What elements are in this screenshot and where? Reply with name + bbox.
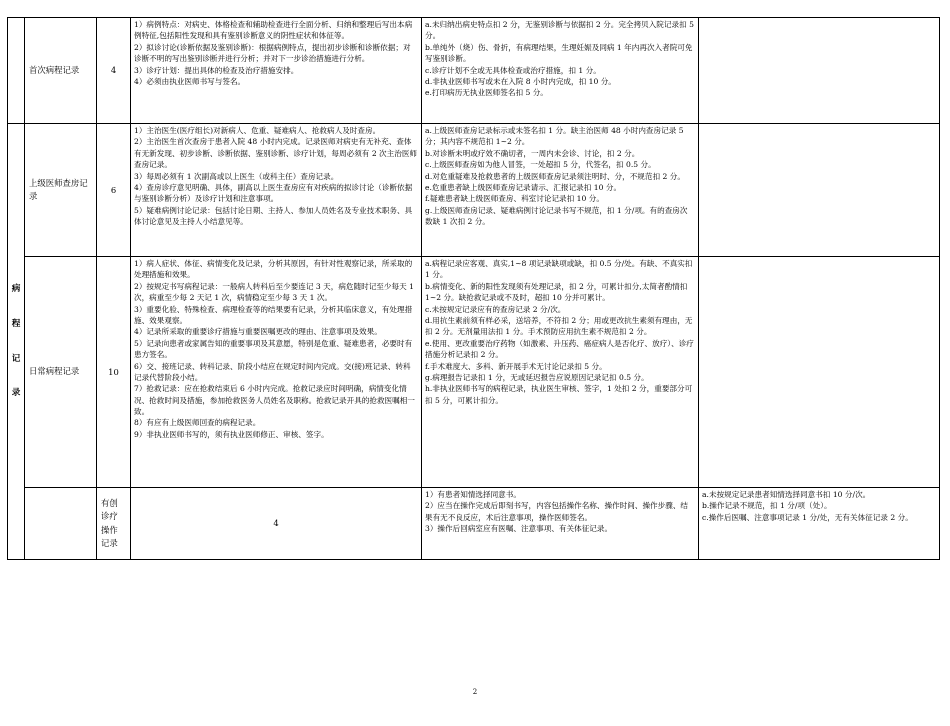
requirement-line: 1）主治医生(医疗组长)对新病人、危重、疑难病人、抢救病人及时查房。 xyxy=(134,126,381,135)
table-row xyxy=(8,488,940,560)
deduction-line: g.上级医师查房记录、疑难病例讨论记录书写不规范，扣 1 分/项。有的查房次数缺 1 次扣 2 分。 xyxy=(425,205,688,227)
requirement-line: 4）记录所采取的重要诊疗措施与重要医嘱更改的理由、注意事项及效果。 xyxy=(134,327,382,337)
requirement-line: 2）按规定书写病程记录：一般病人转科后至少要连记 3 天，病危随时记至少每天 1 次，病重至少每 2 天记 1 次，病情稳定至少每 3 天 1 次。 xyxy=(134,281,414,303)
deduction-line: e.打印病历无执业医师签名扣 5 分。 xyxy=(425,88,548,98)
page-number: 2 xyxy=(472,688,478,696)
category-char: 病 xyxy=(11,283,21,294)
requirement-line: 3）每周必须有 1 次副高或以上医生（或科主任）查房记录。 xyxy=(134,171,339,181)
category-char: 程 xyxy=(11,318,21,329)
requirements-cell xyxy=(131,18,422,124)
deductions-cell xyxy=(422,257,699,488)
table-row xyxy=(8,257,940,488)
deduction-line: a.未归纳出病史特点扣 2 分，无鉴别诊断与依据扣 2 分。完全拷贝入院记录扣 5 分。 xyxy=(425,20,694,41)
deduction-line: e.危重患者缺上级医师查房记录请示、汇报记录扣 10 分。 xyxy=(425,182,622,192)
item-name: 首次病程记录 xyxy=(25,18,97,124)
deduction-line: b.病情变化、新的阳性发现须有处理记录，扣 2 分，可累计扣分,太简者酌情扣 1~2 分。缺抢救记录或不及时，超扣 10 分并可累计。 xyxy=(425,281,688,303)
deduction-line: c.上级医师查房如为他人冒签，一处超扣 5 分，代签名，扣 0.5 分。 xyxy=(425,160,656,170)
category-cell-empty xyxy=(25,488,97,560)
deductions-cell xyxy=(422,124,699,257)
item-name: 上级医师查房记录 xyxy=(25,124,97,257)
remarks-cell xyxy=(699,257,940,488)
deduction-line: b.对诊断未明或疗效不确切者，一周内未会诊、讨论，扣 2 分。 xyxy=(425,148,640,158)
deduction-line: c.诊疗计划不全或无具体检查或治疗措施，扣 1 分。 xyxy=(425,65,601,75)
requirement-line: 1）病人症状、体征、病情变化及记录，分析其原因，有针对性观察记录，所采取的处理措施和效果。 xyxy=(134,259,413,280)
category-cell xyxy=(8,124,25,560)
records-grading-table xyxy=(7,17,940,560)
requirement-line: 5）疑难病例讨论记录：包括讨论日期、主持人、参加人员姓名及专业技术职务、具体讨论意见及主持人小结意见等。 xyxy=(134,205,413,227)
remarks-cell xyxy=(699,18,940,124)
requirement-line: 5）记录向患者或家属告知的重要事项及其意愿，特别是危重、疑难患者，必要时有患方签名。 xyxy=(134,338,413,360)
item-name: 日常病程记录 xyxy=(25,257,97,488)
deduction-line: h.非执业医师书写的病程记录，执业医生审核、签字，1 处扣 2 分，重要部分可扣 5 分，可累计扣分。 xyxy=(425,384,693,405)
requirements-cell xyxy=(131,257,422,488)
requirement-line: 9）非执业医师书写的，须有执业医师修正、审核、签字。 xyxy=(134,429,329,439)
requirement-line: 4）查房诊疗意见明确、具体，副高以上医生查房应有对疾病的拟诊讨论（诊断依据与鉴别诊断分析）及诊疗计划和注意事项。 xyxy=(134,182,413,204)
requirement-line: 1）有患者知情选择同意书。 xyxy=(425,490,521,499)
points-cell: 10 xyxy=(97,257,131,488)
category-cell-empty xyxy=(8,18,25,124)
requirement-line: 4）必须由执业医师书写与签名。 xyxy=(134,76,246,86)
deduction-line: a.未按规定记录患者知情选择同意书扣 10 分/次。 xyxy=(702,490,871,499)
requirement-line: 7）抢救记录：应在抢救结束后 6 小时内完成。抢救记录应时间明确，病情变化情况、抢救时间及措施，参加抢救医务人员姓名及职称。抢救记录开具的抢救医嘱相一致。 xyxy=(134,384,415,417)
deduction-line: b.单纯外（烧）伤、骨折，有病理结果，生理妊娠及同病 1 年内再次入者院可免写鉴别诊断。 xyxy=(425,42,693,64)
category-char: 录 xyxy=(11,388,21,399)
deduction-line: b.操作记录不规范，扣 1 分/项（处）。 xyxy=(702,501,832,511)
points-cell: 4 xyxy=(131,488,422,560)
deduction-line: c.操作后医嘱、注意事项记录 1 分/处，无有关体征记录 2 分。 xyxy=(702,512,913,522)
deduction-line: f.疑难患者缺上级医师查房、科室讨论记录扣 10 分。 xyxy=(425,194,604,204)
deduction-line: e.使用、更改重要治疗药物（如激素、升压药、癌症病人是否化疗、放疗）、诊疗措施分析记录扣 2 分。 xyxy=(425,338,694,360)
requirement-line: 1）病例特点：对病史、体格检查和辅助检查进行全面分析、归纳和整理后写出本病例特征,包括阳性发现和具有鉴别诊断意义的阴性症状和体征等。 xyxy=(134,20,413,41)
points-cell: 6 xyxy=(97,124,131,257)
category-char: 记 xyxy=(11,353,21,364)
deduction-line: g.病理报告记录扣 1 分，无或延迟报告应说原因记录记扣 0.5 分。 xyxy=(425,372,649,382)
requirement-line: 2）应当在操作完成后即刻书写，内容包括操作名称、操作时间、操作步骤、结果有无不良反应，术后注意事项，操作医师签名。 xyxy=(425,501,689,522)
requirement-line: 3）重要化验、特殊检查、病理检查等的结果要有记录，分析其临床意义，有处理措施、效果观察。 xyxy=(134,304,413,325)
deduction-line: a.病程记录应客观、真实,1~8 项记录缺项或缺，扣 0.5 分/处。有缺、不真实扣 1 分。 xyxy=(425,259,693,280)
points-cell: 4 xyxy=(97,18,131,124)
requirement-line: 2）拟诊讨论(诊断依据及鉴别诊断)：根据病例特点，提出初步诊断和诊断依据；对诊断不明的写出鉴别诊断并进行分析；并对下一步诊治措施进行分析。 xyxy=(134,42,411,64)
table-row xyxy=(8,124,940,257)
requirement-line: 3）操作后回病室应有医嘱、注意事项、有关体征记录。 xyxy=(425,524,613,534)
requirements-cell xyxy=(422,488,699,560)
requirement-line: 3）诊疗计划：提出具体的检查及治疗措施安排。 xyxy=(134,65,299,75)
remarks-cell xyxy=(699,124,940,257)
deduction-line: f.手术难度大、多科、新开展手术无讨论记录扣 5 分。 xyxy=(425,361,607,371)
deduction-line: d.对危重疑难及抢救患者的上级医师查房记录须注明时、分，不规范扣 2 分。 xyxy=(425,171,685,181)
deductions-cell xyxy=(699,488,940,560)
deduction-line: d.用抗生素前须有样必采，送培养，不符扣 2 分；用或更改抗生素须有理由，无扣 2 分。无剂量用法扣 1 分。手术预防应用抗生素不规范扣 2 分。 xyxy=(425,315,693,337)
deduction-line: d.非执业医师书写或未在入院 8 小时内完成，扣 10 分。 xyxy=(425,76,616,86)
table-row xyxy=(8,18,940,124)
item-name: 有创诊疗操作记录 xyxy=(97,488,131,560)
requirements-cell xyxy=(131,124,422,257)
deduction-line: c.未按规定记录应有的查房记录 2 分/次。 xyxy=(425,304,566,314)
requirement-line: 8）有应有上级医师回查的病程记录。 xyxy=(134,418,261,428)
deductions-cell xyxy=(422,18,699,124)
requirement-line: 2）主治医生首次查房于患者入院 48 小时内完成。记录医师对病史有无补充、查体有无新发现、初步诊断、诊断依据、鉴别诊断、诊疗计划，每周必须有 2 次主治医师查房记录。 xyxy=(134,137,418,170)
requirement-line: 6）交、接班记录、转科记录、阶段小结应在规定时间内完成。交(接)班记录、转科记录代替阶段小结。 xyxy=(134,361,411,382)
deduction-line: a.上级医师查房记录标示或未签名扣 1 分。缺主治医师 48 小时内查房记录 5 分；其内容不规范扣 1~2 分。 xyxy=(425,126,684,147)
